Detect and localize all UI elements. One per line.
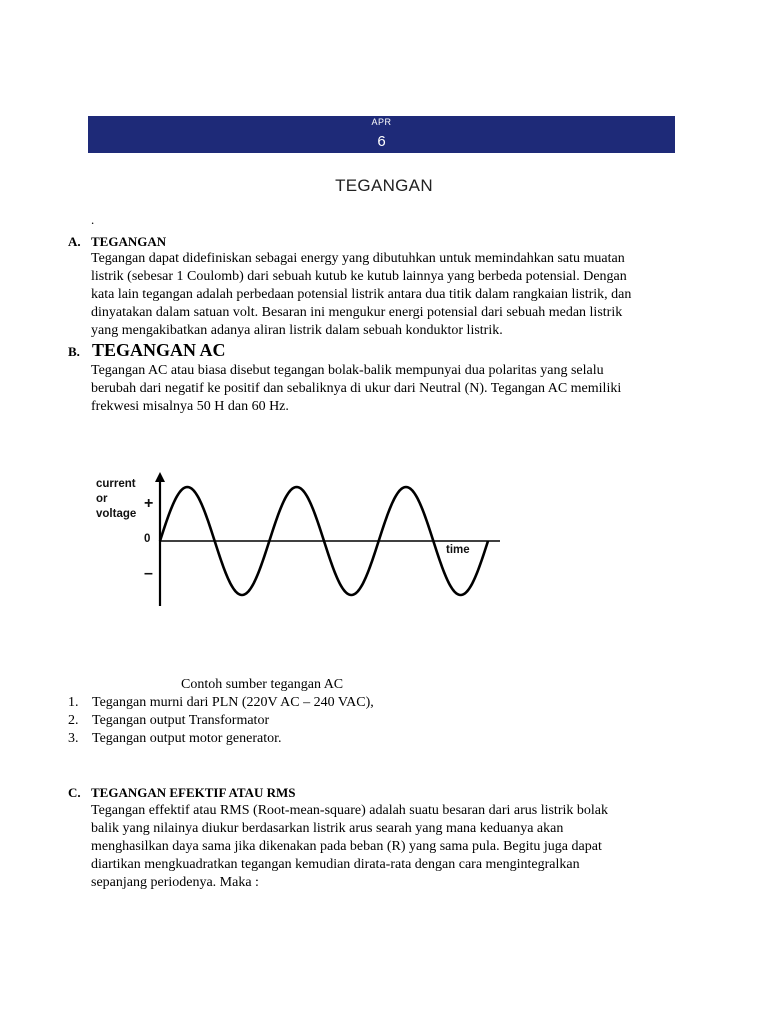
date-day: 6 [377,133,386,150]
y-label-line-3: voltage [96,508,137,520]
date-header-bar [88,116,675,153]
section-a-paragraph [91,250,691,340]
y-label-line-2: or [96,493,108,505]
y-label-line-1: current [96,478,136,490]
time-label: time [446,544,470,556]
paragraph-line: yang mengakibatkan adanya aliran listrik dalam sebuah konduktor listrik. [91,323,503,338]
paragraph-line: frekwesi misalnya 50 H dan 60 Hz. [91,399,289,414]
section-c-letter: C. [68,785,81,800]
list-item-text: Tegangan output motor generator. [92,731,282,746]
section-a-heading: TEGANGAN [91,234,167,249]
list-item-number: 1. [68,695,79,710]
paragraph-line: menghasilkan daya sama jika dikenakan pada beban (R) yang sama pula. Begitu juga dapat [91,839,602,854]
paragraph-line: kata lain tegangan adalah perbedaan potensial listrik antara dua titik dalam rangkaian listrik, dan [91,287,632,302]
section-b-letter: B. [68,344,80,359]
paragraph-line: sepanjang periodenya. Maka : [91,875,259,890]
section-c-heading: TEGANGAN EFEKTIF ATAU RMS [91,785,296,800]
paragraph-line: berubah dari negatif ke positif dan sebaliknya di ukur dari Neutral (N). Tegangan AC memiliki [91,381,622,396]
y-axis-arrowhead [155,472,165,482]
paragraph-line: dinyatakan dalam satuan volt. Besaran ini mengukur energi potensial dari sebuah medan listrik [91,305,623,320]
paragraph-line: Tegangan effektif atau RMS (Root-mean-square) adalah suatu besaran dari arus listrik bolak [91,803,608,818]
paragraph-line: balik yang nilainya diukur berdasarkan listrik arus searah yang mana keduanya akan [91,821,564,836]
stray-dot: . [91,212,95,227]
list-item-text: Tegangan murni dari PLN (220V AC – 240 VAC), [92,695,374,710]
list-item-number: 2. [68,713,79,728]
ac-waveform-figure [88,468,508,608]
paragraph-line: Tegangan AC atau biasa disebut tegangan bolak-balik mempunyai dua polaritas yang selalu [91,363,604,378]
section-c-paragraph [91,802,691,892]
section-b-paragraph [91,362,691,416]
zero-label: 0 [144,533,151,545]
page-title: TEGANGAN [335,176,433,195]
section-b-heading: TEGANGAN AC [92,340,226,360]
figure-caption: Contoh sumber tegangan AC [181,677,344,692]
plus-sign: + [144,495,154,512]
date-month: APR [371,117,392,127]
section-a-letter: A. [68,234,81,249]
paragraph-line: diartikan mengkuadratkan tegangan kemudian dirata-rata dengan cara mengintegralkan [91,857,580,872]
list-item-number: 3. [68,731,79,746]
list-item-text: Tegangan output Transformator [92,713,270,728]
minus-sign: – [144,565,153,582]
paragraph-line: Tegangan dapat didefiniskan sebagai energy yang dibutuhkan untuk memindahkan satu muatan [91,251,625,266]
paragraph-line: listrik (sebesar 1 Coulomb) dari sebuah kutub ke kutub lainnya yang berbeda potensial. Dengan [91,269,627,284]
